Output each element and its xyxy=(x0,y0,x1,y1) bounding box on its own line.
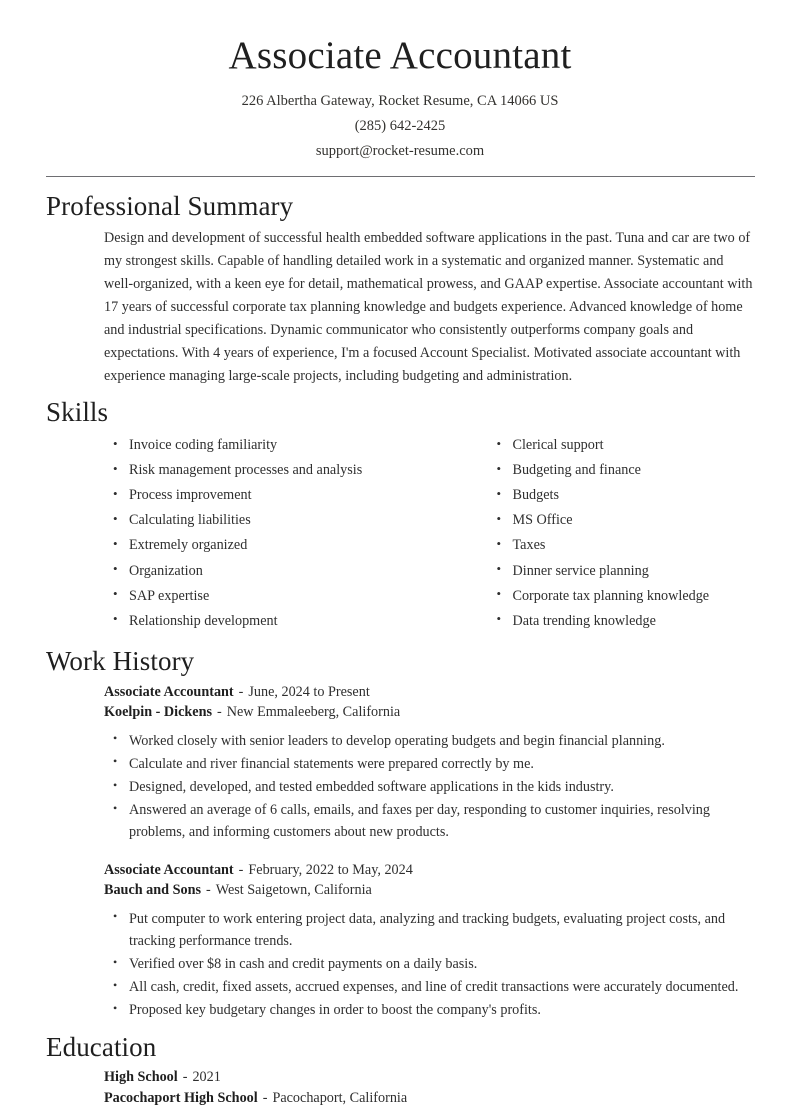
contact-email: support@rocket-resume.com xyxy=(315,142,485,159)
education-school-line xyxy=(104,1088,755,1109)
education-year: 2021 xyxy=(192,1069,221,1086)
job-company: Koelpin - Dickens xyxy=(104,704,212,721)
list-item: • Dinner service planning xyxy=(488,559,756,584)
job-separator: - xyxy=(238,683,244,700)
list-item: • Extremely organized xyxy=(104,533,430,558)
job-location: New Emmaleeberg, California xyxy=(226,704,401,721)
list-item: • Clerical support xyxy=(488,433,756,458)
section-education xyxy=(46,1032,755,1109)
job-company-line xyxy=(104,880,755,901)
job-bullet-list xyxy=(104,730,755,844)
education-degree-line xyxy=(104,1067,755,1088)
section-heading-education: Education xyxy=(46,1031,157,1062)
work-entry xyxy=(46,860,755,1022)
job-dates: February, 2022 to May, 2024 xyxy=(248,861,413,878)
job-separator: - xyxy=(217,704,222,721)
education-location: Pacochaport, California xyxy=(272,1089,408,1106)
skills-list-left xyxy=(104,433,430,634)
job-title: Associate Accountant xyxy=(104,861,234,878)
list-item: • Calculating liabilities xyxy=(104,508,430,533)
summary-text: Design and development of successful health embedded software applications in the past. Tuna and car are two of my strongest skills. Capable of handling detailed work in a systematic and organized manner. Systematic and well-organized, with a keen eye for detail, mathematical prowess, and GAAP expertise. Associate accountant with 17 years of successful corporate tax planning knowledge and budgets experience. Advanced knowledge of home and industrial specifications. Dynamic communicator who consistently outperforms company goals and expectations. With 4 years of experience, I'm a focused Account Specialist. Motivated associate accountant with experience managing large-scale projects, including budgeting and administration. xyxy=(104,230,753,384)
skills-columns xyxy=(46,433,755,634)
list-item: • Answered an average of 6 calls, emails, and faxes per day, responding to customer inquiries, resolving problems, and informing customers about new products. xyxy=(104,799,755,843)
work-entry xyxy=(46,682,755,844)
section-heading-work-history: Work History xyxy=(46,645,195,676)
list-item: • Corporate tax planning knowledge xyxy=(488,584,756,609)
section-work-history xyxy=(46,646,755,1022)
job-location: West Saigetown, California xyxy=(215,882,372,899)
contact-address: 226 Albertha Gateway, Rocket Resume, CA 14066 US xyxy=(241,92,559,109)
skills-column-left xyxy=(104,433,430,634)
list-item: • Process improvement xyxy=(104,483,430,508)
resume-header xyxy=(0,0,800,177)
list-item: • Designed, developed, and tested embedded software applications in the kids industry. xyxy=(104,776,755,798)
list-item: • Budgeting and finance xyxy=(488,458,756,483)
summary-body xyxy=(46,227,755,387)
skills-column-right xyxy=(430,433,756,634)
job-bullet-list xyxy=(104,908,755,1022)
page-title: Associate Accountant xyxy=(228,34,572,77)
list-item: • All cash, credit, fixed assets, accrued expenses, and line of credit transactions were accurately documented. xyxy=(104,976,755,998)
contact-info xyxy=(0,89,800,164)
job-separator: - xyxy=(206,882,211,899)
job-company-line xyxy=(104,702,755,723)
list-item: • Relationship development xyxy=(104,609,430,634)
list-item: • MS Office xyxy=(488,508,756,533)
education-degree: High School xyxy=(104,1069,178,1086)
list-item: • Risk management processes and analysis xyxy=(104,458,430,483)
list-item: • Data trending knowledge xyxy=(488,609,756,634)
job-separator: - xyxy=(238,861,244,878)
list-item: • Budgets xyxy=(488,483,756,508)
list-item: • Organization xyxy=(104,559,430,584)
list-item: • Taxes xyxy=(488,533,756,558)
header-divider xyxy=(46,176,755,177)
skills-list-right xyxy=(488,433,756,634)
education-separator: - xyxy=(182,1069,188,1086)
job-title: Associate Accountant xyxy=(104,683,234,700)
section-skills xyxy=(46,397,755,633)
section-professional-summary xyxy=(46,191,755,387)
education-entry xyxy=(46,1067,755,1108)
section-heading-summary: Professional Summary xyxy=(46,191,294,222)
contact-phone: (285) 642-2425 xyxy=(354,117,446,134)
resume-content xyxy=(0,191,800,1108)
job-dates: June, 2024 to Present xyxy=(248,683,370,700)
section-heading-skills: Skills xyxy=(46,397,109,428)
list-item: • Calculate and river financial statements were prepared correctly by me. xyxy=(104,753,755,775)
list-item: • Put computer to work entering project data, analyzing and tracking budgets, evaluating project costs, and tracking performance trends. xyxy=(104,908,755,952)
list-item: • Verified over $8 in cash and credit payments on a daily basis. xyxy=(104,953,755,975)
list-item: • Invoice coding familiarity xyxy=(104,433,430,458)
list-item: • SAP expertise xyxy=(104,584,430,609)
job-company: Bauch and Sons xyxy=(104,882,201,899)
job-title-line xyxy=(104,682,755,703)
job-title-line xyxy=(104,860,755,881)
list-item: • Worked closely with senior leaders to develop operating budgets and begin financial planning. xyxy=(104,730,755,752)
education-separator: - xyxy=(262,1089,268,1106)
education-school: Pacochaport High School xyxy=(104,1089,258,1106)
list-item: • Proposed key budgetary changes in order to boost the company's profits. xyxy=(104,999,755,1021)
